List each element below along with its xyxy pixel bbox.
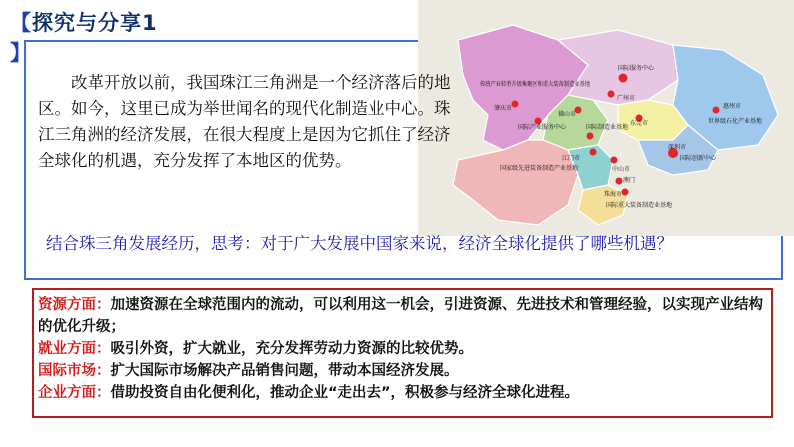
- intro-paragraph: 改革开放以前，我国珠江三角洲是一个经济落后的地区。如今，这里已成为举世闻名的现代化制造业中心。珠江三角洲的经济发展，在很大程度上是因为它抓住了经济全球化的机遇，充分发挥了本地区的优势。: [38, 73, 451, 170]
- label-zhaoqing: 肇庆市: [494, 105, 513, 112]
- title-text: 探究与分享1: [32, 11, 158, 35]
- label-huizhou: 惠州市: [723, 103, 742, 110]
- map-svg: [418, 0, 794, 236]
- label-zhongshan: 中山市: [612, 166, 631, 173]
- label-intl-service: 国际服务中心: [618, 65, 655, 72]
- label-dongguan: 东莞市: [630, 120, 649, 127]
- label-guangzhou: 广州市: [617, 95, 636, 102]
- answer-text: 加速资源在全球范围内的流动，可以利用这一机会，引进资源、先进技术和管理经验，以实现产业结构的优化升级；: [38, 297, 763, 335]
- label-intl-heavy: 国际重大装备制造业基地: [606, 202, 673, 209]
- answer-label: 就业方面：: [38, 341, 111, 357]
- dot-macau: [616, 178, 623, 185]
- dot-huizhou: [713, 107, 720, 114]
- answer-text: 扩大国际市场解决产品销售问题，带动本国经济发展。: [110, 363, 459, 379]
- label-intl-mfg: 国际制造业基地: [586, 124, 629, 131]
- label-shenzhen: 深圳市: [668, 144, 687, 151]
- label-intl-industry: 国际产业服务中心: [518, 124, 567, 131]
- label-intl-innov: 国际创新中心: [680, 155, 717, 162]
- answer-list: [38, 294, 768, 404]
- dot-zhuhai: [622, 189, 629, 196]
- title-bracket-close: 】: [10, 41, 32, 65]
- title-bracket-open: 【: [10, 11, 32, 35]
- answer-item-resources: [38, 294, 768, 338]
- label-nat-equipment: 国家级先进装备制造产业基地: [500, 165, 579, 172]
- answer-item-intl-market: [38, 360, 768, 382]
- answer-label: 企业方面：: [38, 385, 111, 401]
- question-text: 结合珠三角发展经历，思考：对于广大发展中国家来说，经济全球化提供了哪些机遇？: [46, 234, 673, 253]
- dot-zhongshan: [611, 157, 618, 164]
- label-zhuhai: 珠海市: [604, 191, 623, 198]
- dot-intl-mfg: [587, 133, 594, 140]
- label-traditional: 传统产业转型升级集聚区和重大装备制造业基地: [480, 81, 607, 88]
- label-jiangmen: 江门市: [562, 155, 581, 162]
- answer-text: 吸引外资，扩大就业，充分发挥劳动力资源的比较优势。: [110, 341, 473, 357]
- dot-zhaoqing: [512, 101, 519, 108]
- label-macau: 澳门: [623, 177, 636, 184]
- dot-jiangmen: [590, 149, 597, 156]
- answer-text: 借助投资自由化便利化，推动企业“走出去”，积极参与经济全球化进程。: [110, 385, 580, 401]
- pearl-river-delta-map: [418, 0, 794, 236]
- answer-item-enterprise: [38, 382, 768, 404]
- label-foshan: 佛山市: [558, 111, 577, 118]
- answer-item-employment: [38, 338, 768, 360]
- answer-label: 资源方面：: [38, 297, 111, 313]
- dot-guangzhou-service: [619, 74, 628, 83]
- label-petro: 世界级石化产业基地: [708, 118, 763, 125]
- dot-guangzhou: [608, 91, 615, 98]
- answer-label: 国际市场：: [38, 363, 111, 379]
